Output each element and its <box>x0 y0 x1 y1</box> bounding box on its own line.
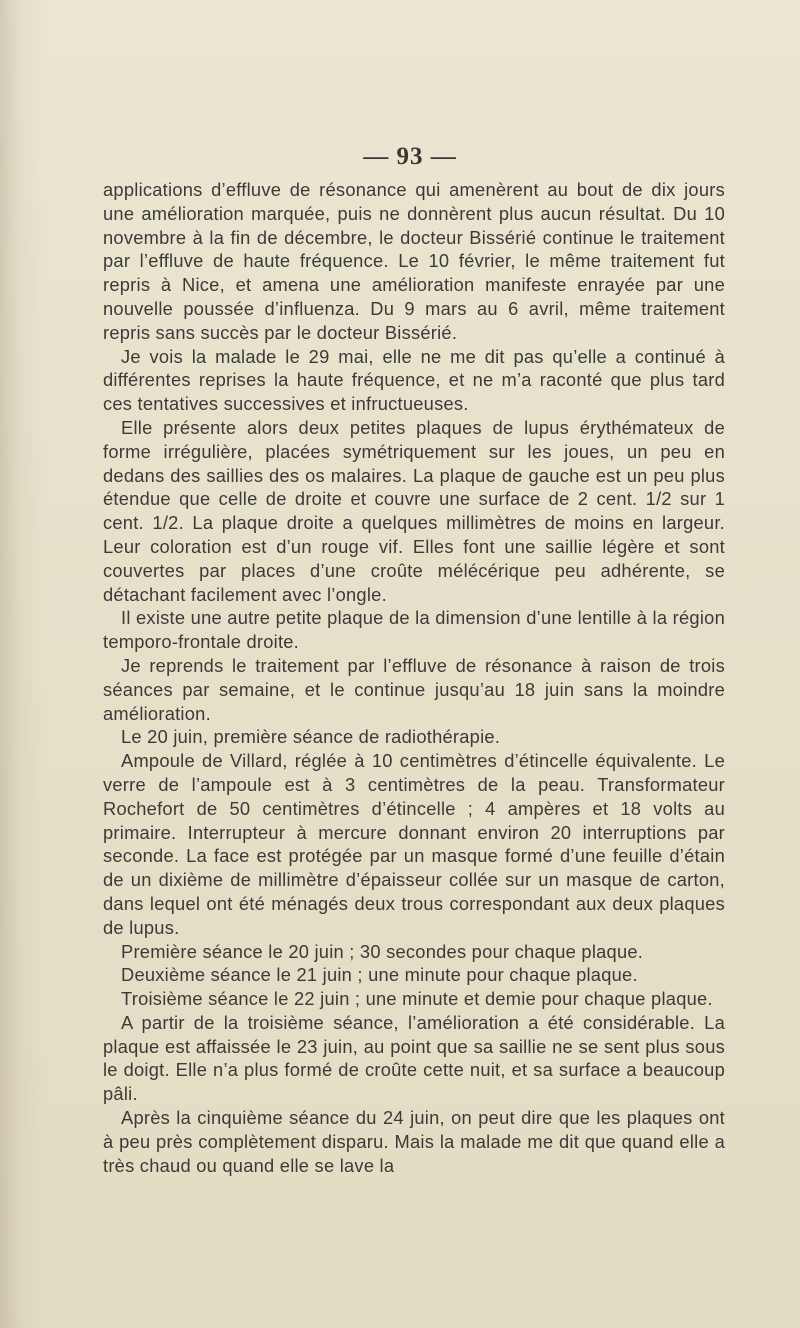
page-number: — 93 — <box>363 143 457 170</box>
paragraph-improvement: A partir de la troisième séance, l’amélioration a été considérable. La plaque est affaissée le 23 juin, au point que sa saillie ne se sent plus sous le doigt. Elle n’a plus formé de croûte cette nuit, et sa surface a beaucoup pâli. <box>103 1011 725 1105</box>
paragraph-effluve-resumed: Je reprends le traitement par l’effluve de résonance à raison de trois séances par semaine, et le continue jusqu’au 18 juin sans la moindre amélioration. <box>103 654 725 724</box>
paragraph-session-one: Première séance le 20 juin ; 30 secondes pour chaque plaque. <box>121 940 644 962</box>
paragraph-lupus-description: Elle présente alors deux petites plaques de lupus érythémateux de forme irrégulière, placées symétriquement sur les joues, un peu en dedans des saillies des os malaires. La plaque de gauche est un peu plus étendue que celle de droite et couvre une surface de 2 cent. 1/2 sur 1 cent. 1/2. La plaque droite a quelques millimètres de moins en largeur. Leur coloration est d’un rouge vif. Elles font une saillie légère et sont couvertes par places d’une croûte mélécérique peu adhérente, se détachant facilement avec l’ongle. <box>103 416 725 605</box>
paragraph-session-two: Deuxième séance le 21 juin ; une minute pour chaque plaque. <box>121 964 638 986</box>
paragraph-radiotherapy-start: Le 20 juin, première séance de radiothérapie. <box>121 726 501 748</box>
body-text <box>103 178 725 1177</box>
paragraph-treatment-history: applications d’effluve de résonance qui amenèrent au bout de dix jours une amélioration marquée, puis ne donnèrent plus aucun résultat. Du 10 novembre à la fin de décembre, le docteur Bissérié continue le traitement par l’effluve de haute fréquence. Le 10 février, le même traitement fut repris à Nice, et amena une amélioration manifeste enrayée par une nouvelle poussée d’influenza. Du 9 mars au 6 avril, même traitement repris sans succès par le docteur Bissérié. <box>103 179 725 343</box>
paragraph-third-plaque: Il existe une autre petite plaque de la dimension d’une lentille à la région temporo-frontale droite. <box>103 607 725 653</box>
paragraph-session-three: Troisième séance le 22 juin ; une minute et demie pour chaque plaque. <box>121 988 713 1010</box>
paragraph-visit-may-29: Je vois la malade le 29 mai, elle ne me dit pas qu’elle a continué à différentes reprises la haute fréquence, et ne m’a raconté que plus tard ces tentatives successives et infructueuses. <box>103 345 725 415</box>
paragraph-fifth-session: Après la cinquième séance du 24 juin, on peut dire que les plaques ont à peu près complètement disparu. Mais la malade me dit que quand elle a très chaud ou quand elle se lave la <box>103 1107 725 1176</box>
paragraph-equipment-setup: Ampoule de Villard, réglée à 10 centimètres d’étincelle équivalente. Le verre de l’ampoule est à 3 centimètres de la peau. Transformateur Rochefort de 50 centimètres d’étincelle ; 4 ampères et 18 volts au primaire. Interrupteur à mercure donnant environ 20 interruptions par seconde. La face est protégée par un masque formé d’une feuille d’étain de un dixième de millimètre d’épaisseur collée sur un masque de carton, dans lequel ont été ménagés deux trous correspondant aux deux plaques de lupus. <box>103 750 725 938</box>
